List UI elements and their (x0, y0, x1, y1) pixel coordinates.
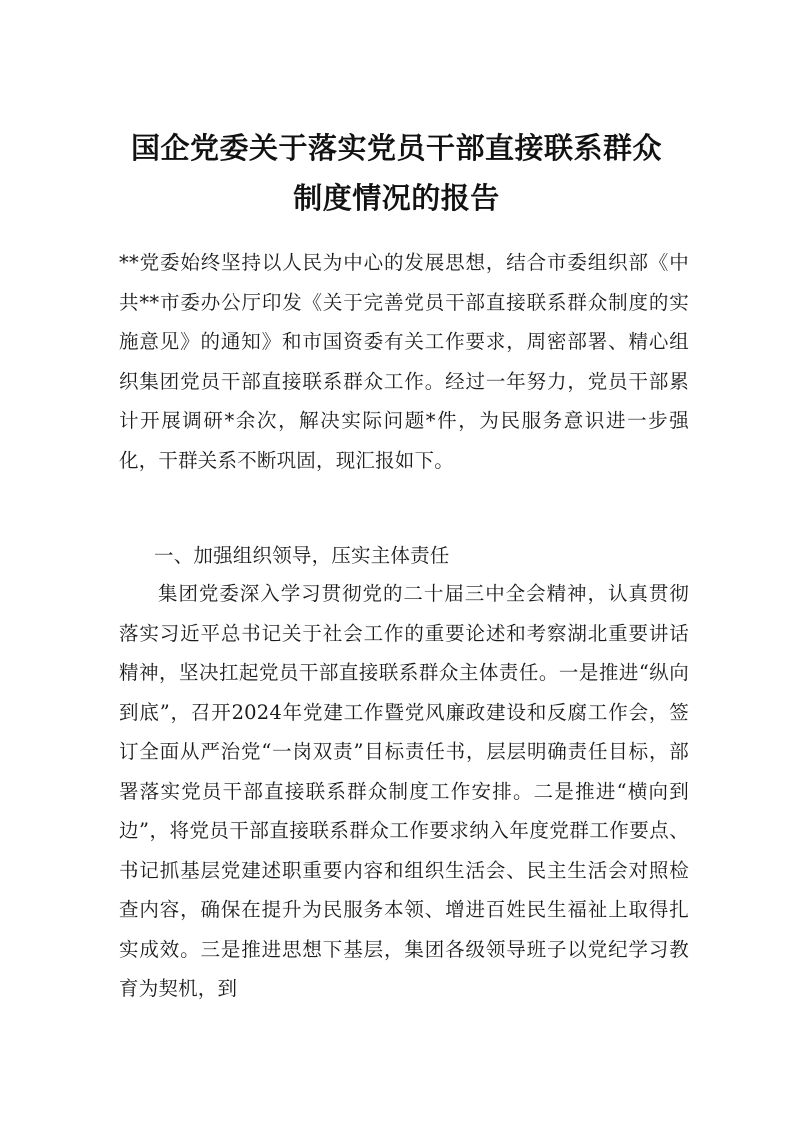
section-1-paragraph: 集团党委深入学习贯彻党的二十届三中全会精神，认真贯彻落实习近平总书记关于社会工作的重要论述和考察湖北重要讲话精神，坚决扛起党员干部直接联系群众主体责任。一是推进“纵向到底”，召开2024年党建工作暨党风廉政建设和反腐工作会，签订全面从严治党“一岗双责”目标责任书，层层明确责任目标，部署落实党员干部直接联系群众制度工作安排。二是推进“横向到边”，将党员干部直接联系群众工作要求纳入年度党群工作要点、书记抓基层党建述职重要内容和组织生活会、民主生活会对照检查内容，确保在提升为民服务本领、增进百姓民生福祉上取得扎实成效。三是推进思想下基层，集团各级领导班子以党纪学习教育为契机，到 (119, 582, 689, 1000)
section-1-body (119, 574, 689, 1009)
document-title-line-1: 国企党委关于落实党员干部直接联系群众 (130, 131, 662, 165)
intro-paragraph: **党委始终坚持以人民为中心的发展思想，结合市委组织部《中共**市委办公厅印发《关于完善党员干部直接联系群众制度的实施意见》的通知》和市国资委有关工作要求，周密部署、精心组织集团党员干部直接联系群众工作。经过一年努力，党员干部累计开展调研*余次，解决实际问题*件，为民服务意识进一步强化，干群关系不断巩固，现汇报如下。 (119, 251, 689, 472)
section-1-heading: 一、加强组织领导，压实主体责任 (154, 544, 450, 567)
document-title-line-2: 制度情况的报告 (293, 181, 500, 215)
intro-section (119, 243, 689, 480)
